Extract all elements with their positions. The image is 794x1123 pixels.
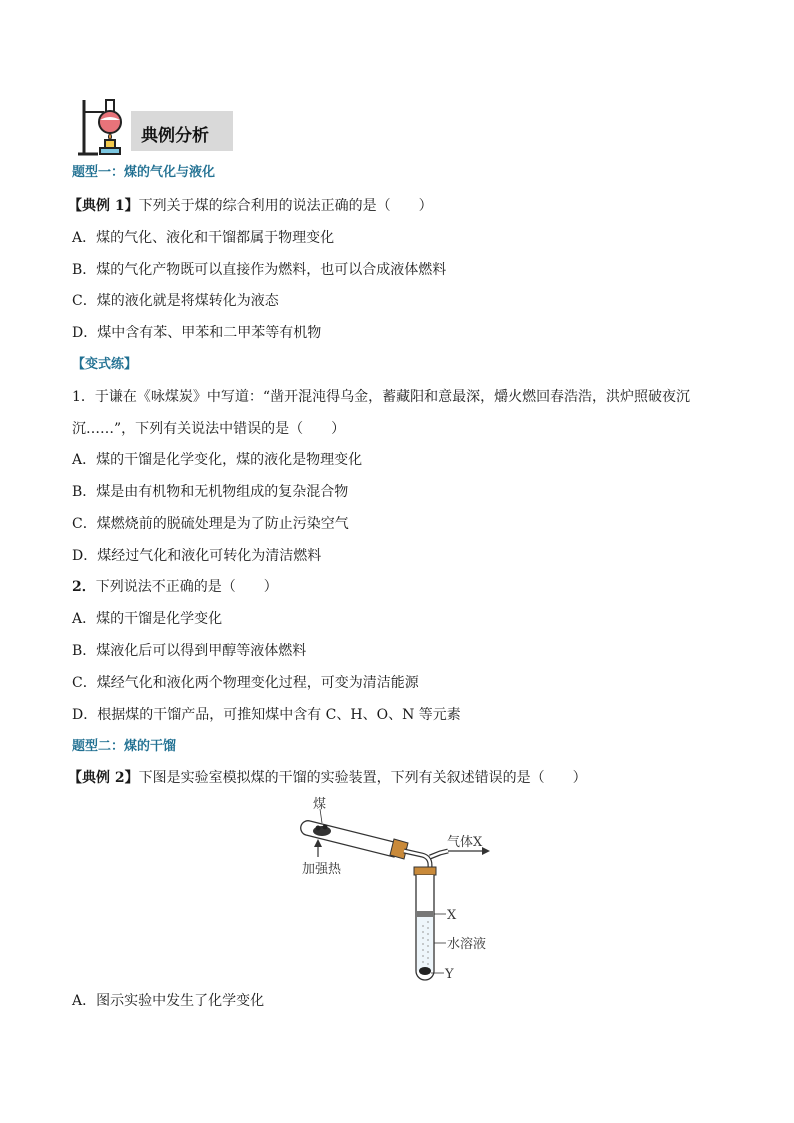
example2-option-a: A．图示实验中发生了化学变化 xyxy=(72,993,265,1009)
q2-number: 2． xyxy=(72,579,96,595)
q1-option-c: C．煤燃烧前的脱硫处理是为了防止污染空气 xyxy=(72,516,349,532)
q2-option-d: D．根据煤的干馏产品，可推知煤中含有 C、H、O、N 等元素 xyxy=(72,707,461,723)
q2-stem: 下列说法不正确的是（ ） xyxy=(95,579,278,595)
q2-question xyxy=(72,578,278,596)
example1-question xyxy=(68,197,433,215)
section-header-title: 典例分析 xyxy=(141,126,209,146)
type2-title: 题型二：煤的干馏 xyxy=(72,739,177,754)
example2-tag: 【典例 2】 xyxy=(68,770,139,786)
example1-option-d: D．煤中含有苯、甲苯和二甲苯等有机物 xyxy=(72,325,322,341)
example1-stem: 下列关于煤的综合利用的说法正确的是（ ） xyxy=(138,198,433,214)
receiving-tube xyxy=(414,867,436,980)
label-y: Y xyxy=(445,967,454,982)
q1-option-b: B．煤是由有机物和无机物组成的复杂混合物 xyxy=(72,484,349,500)
residue-y xyxy=(419,967,431,975)
q2-option-a: A．煤的干馏是化学变化 xyxy=(72,611,223,627)
label-heat: 加强热 xyxy=(302,862,342,877)
q2-option-c: C．煤经气化和液化两个物理变化过程，可变为清洁能源 xyxy=(72,675,419,691)
dry-distillation-apparatus xyxy=(290,793,510,992)
lab-flask-icon xyxy=(76,96,136,162)
label-solution: 水溶液 xyxy=(447,937,487,952)
q1-option-a: A．煤的干馏是化学变化，煤的液化是物理变化 xyxy=(72,452,363,468)
q2-option-b: B．煤液化后可以得到甲醇等液体燃料 xyxy=(72,643,307,659)
example1-option-b: B．煤的气化产物既可以直接作为燃料，也可以合成液体燃料 xyxy=(72,262,447,278)
q1-option-d: D．煤经过气化和液化可转化为清洁燃料 xyxy=(72,548,322,564)
heated-test-tube xyxy=(301,821,408,859)
label-x: X xyxy=(447,908,457,923)
example1-option-c: C．煤的液化就是将煤转化为液态 xyxy=(72,293,279,309)
practice-title: 【变式练】 xyxy=(72,357,138,372)
example1-tag: 【典例 1】 xyxy=(68,198,139,214)
section-header-banner xyxy=(131,111,233,151)
example2-question xyxy=(68,769,587,787)
aqueous-layer xyxy=(417,917,433,971)
label-gas-x: 气体X xyxy=(447,835,483,850)
q1-stem-line1: 1．于谦在《咏煤炭》中写道：“凿开混沌得乌金，蓄藏阳和意最深，爝火燃回春浩浩，洪炉照破夜沉 xyxy=(72,389,691,405)
q1-stem-line2: 沉……”，下列有关说法中错误的是（ ） xyxy=(72,421,346,437)
layer-x xyxy=(417,911,433,917)
example2-stem: 下图是实验室模拟煤的干馏的实验装置，下列有关叙述错误的是（ ） xyxy=(138,770,587,786)
type1-title: 题型一：煤的气化与液化 xyxy=(72,165,216,180)
example1-option-a: A．煤的气化、液化和干馏都属于物理变化 xyxy=(72,230,335,246)
label-coal: 煤 xyxy=(313,797,327,812)
